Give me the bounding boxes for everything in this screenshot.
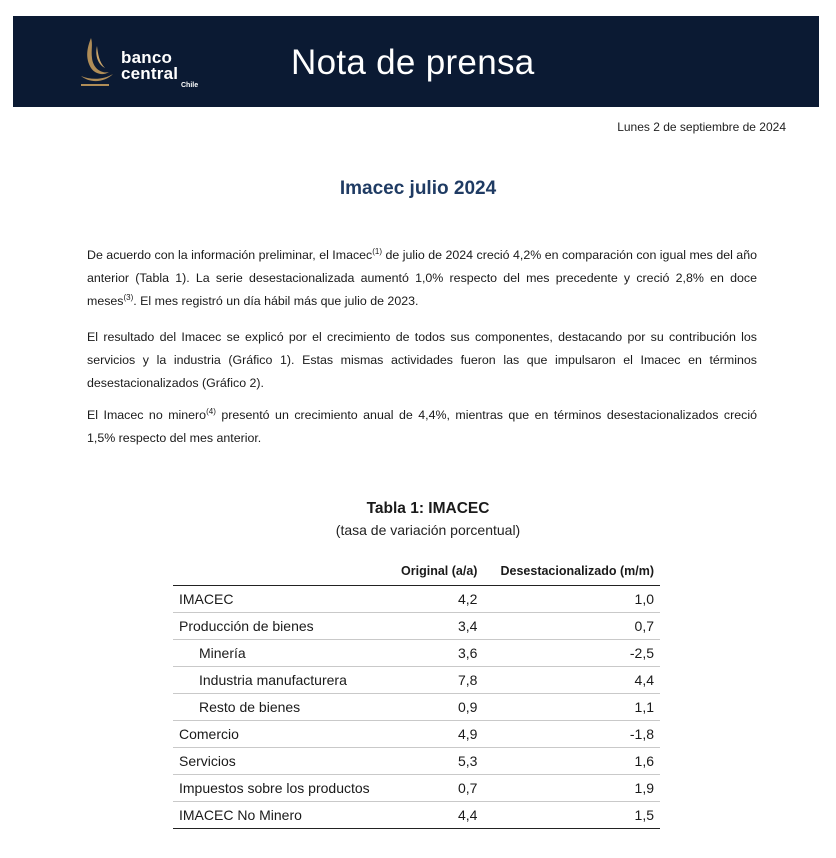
row-original-value: 4,4: [389, 802, 483, 829]
row-label: Minería: [173, 640, 389, 667]
p3-text-b: presentó un crecimiento anual de 4,4%, mientras que en términos desestacionalizados creció 1,5% respecto del mes anterior.: [87, 408, 757, 445]
brand-line2: central: [121, 64, 179, 83]
p1-text-b: de julio de 2024 creció 4,2% en comparación con igual mes del año anterior (Tabla 1). La serie desestacionalizada aumentó 1,0% respecto del mes precedente y creció 2,8% en doce meses: [87, 248, 757, 308]
table-subtitle: (tasa de variación porcentual): [335, 522, 521, 538]
paragraph-2: El resultado del Imacec se explicó por el crecimiento de todos sus componentes, destacando por su contribución los servicios y la industria (Gráfico 1). Estas mismas actividades fueron las que impulsaron el Imacec en términos desestacionalizados (Gráfico 2).: [87, 330, 757, 390]
row-label: Industria manufacturera: [173, 667, 389, 694]
row-original-value: 3,4: [389, 613, 483, 640]
paragraph-3: [87, 404, 757, 450]
row-label: Comercio: [173, 721, 389, 748]
header-title: Nota de prensa: [291, 43, 535, 82]
brand-wordmark: [121, 50, 178, 82]
row-label: Producción de bienes: [173, 613, 389, 640]
table-body: [173, 586, 660, 829]
brand-country: Chile: [181, 82, 199, 89]
row-original-value: 4,2: [389, 586, 483, 613]
row-label: Impuestos sobre los productos: [173, 775, 389, 802]
row-label: IMACEC: [173, 586, 389, 613]
row-desestacionalizado-value: 1,9: [483, 775, 660, 802]
row-label: IMACEC No Minero: [173, 802, 389, 829]
table-row: [173, 667, 660, 694]
row-label: Servicios: [173, 748, 389, 775]
document-title: Imacec julio 2024: [339, 178, 497, 199]
table-row: [173, 748, 660, 775]
table-row: [173, 586, 660, 613]
row-desestacionalizado-value: 1,0: [483, 586, 660, 613]
brand-line1: banco: [121, 48, 173, 67]
row-desestacionalizado-value: -2,5: [483, 640, 660, 667]
row-original-value: 7,8: [389, 667, 483, 694]
imacec-table: [173, 557, 660, 829]
table-title: Tabla 1: IMACEC: [366, 500, 490, 517]
table-row: [173, 694, 660, 721]
column-header-component: [173, 557, 389, 586]
banco-central-flame-icon: [77, 36, 117, 90]
paragraph-1: [87, 244, 757, 313]
table-row: [173, 775, 660, 802]
p1-text-a: De acuerdo con la información preliminar, el Imacec: [87, 248, 373, 262]
row-desestacionalizado-value: -1,8: [483, 721, 660, 748]
header-banner: [13, 16, 819, 107]
table-header-row: [173, 557, 660, 586]
row-desestacionalizado-value: 1,6: [483, 748, 660, 775]
row-original-value: 4,9: [389, 721, 483, 748]
table-row: [173, 802, 660, 829]
row-original-value: 5,3: [389, 748, 483, 775]
column-header-desestacionalizado: Desestacionalizado (m/m): [483, 557, 660, 586]
column-header-original: Original (a/a): [389, 557, 483, 586]
table-row: [173, 640, 660, 667]
footnote-ref-4: (4): [206, 406, 216, 416]
row-desestacionalizado-value: 1,1: [483, 694, 660, 721]
footnote-ref-3: (3): [123, 292, 134, 302]
row-desestacionalizado-value: 4,4: [483, 667, 660, 694]
p3-text-a: El Imacec no minero: [87, 408, 207, 422]
row-desestacionalizado-value: 0,7: [483, 613, 660, 640]
row-desestacionalizado-value: 1,5: [483, 802, 660, 829]
publication-date: Lunes 2 de septiembre de 2024: [617, 120, 786, 134]
row-label: Resto de bienes: [173, 694, 389, 721]
row-original-value: 3,6: [389, 640, 483, 667]
table-row: [173, 721, 660, 748]
p1-text-c: . El mes registró un día hábil más que julio de 2023.: [133, 294, 419, 308]
row-original-value: 0,9: [389, 694, 483, 721]
banco-central-logo: [77, 36, 217, 96]
table-row: [173, 613, 660, 640]
footnote-ref-1: (1): [372, 246, 383, 256]
row-original-value: 0,7: [389, 775, 483, 802]
